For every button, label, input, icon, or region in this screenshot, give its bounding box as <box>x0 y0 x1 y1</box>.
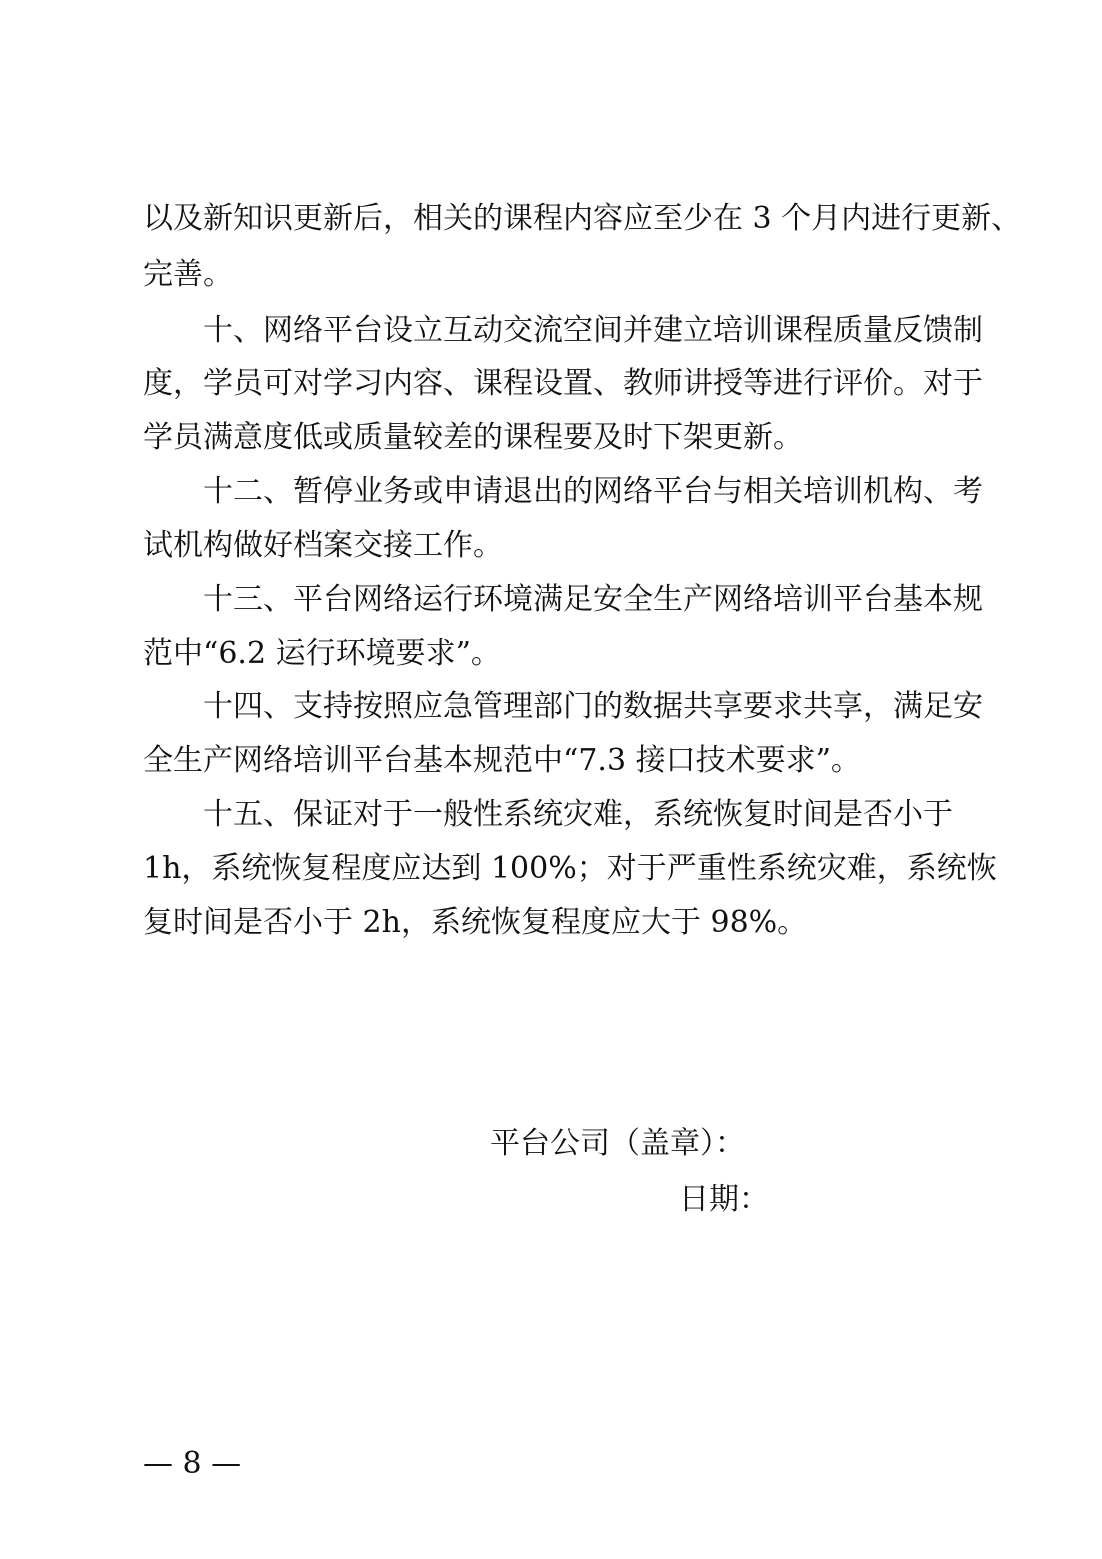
signature-company-label: 平台公司（盖章）： <box>490 1126 745 1161</box>
page-number: — 8 — <box>143 1446 242 1481</box>
signature-date-label: 日期： <box>679 1182 769 1217</box>
paragraph-1-line-1: 以及新知识更新后，相关的课程内容应至少在 3 个月内进行更新、 <box>143 201 1022 236</box>
paragraph-5-line-1: 十四、支持按照应急管理部门的数据共享要求共享，满足安 <box>203 689 983 724</box>
paragraph-3-line-2: 试机构做好档案交接工作。 <box>143 528 503 563</box>
paragraph-4-line-2: 范中“6.2 运行环境要求”。 <box>143 636 501 671</box>
paragraph-3-line-1: 十二、暂停业务或申请退出的网络平台与相关培训机构、考 <box>203 474 983 509</box>
paragraph-2-line-2: 度，学员可对学习内容、课程设置、教师讲授等进行评价。对于 <box>143 366 983 401</box>
paragraph-5-line-2: 全生产网络培训平台基本规范中“7.3 接口技术要求”。 <box>143 743 861 778</box>
paragraph-6-line-2: 1h，系统恢复程度应达到 100%；对于严重性系统灾难，系统恢 <box>143 851 997 886</box>
paragraph-1-line-2: 完善。 <box>143 257 233 292</box>
paragraph-4-line-1: 十三、平台网络运行环境满足安全生产网络培训平台基本规 <box>203 582 983 617</box>
paragraph-2-line-3: 学员满意度低或质量较差的课程要及时下架更新。 <box>143 420 803 455</box>
paragraph-6-line-1: 十五、保证对于一般性系统灾难，系统恢复时间是否小于 <box>203 797 953 832</box>
paragraph-6-line-3: 复时间是否小于 2h，系统恢复程度应大于 98%。 <box>143 905 808 940</box>
paragraph-2-line-1: 十、网络平台设立互动交流空间并建立培训课程质量反馈制 <box>203 313 983 348</box>
